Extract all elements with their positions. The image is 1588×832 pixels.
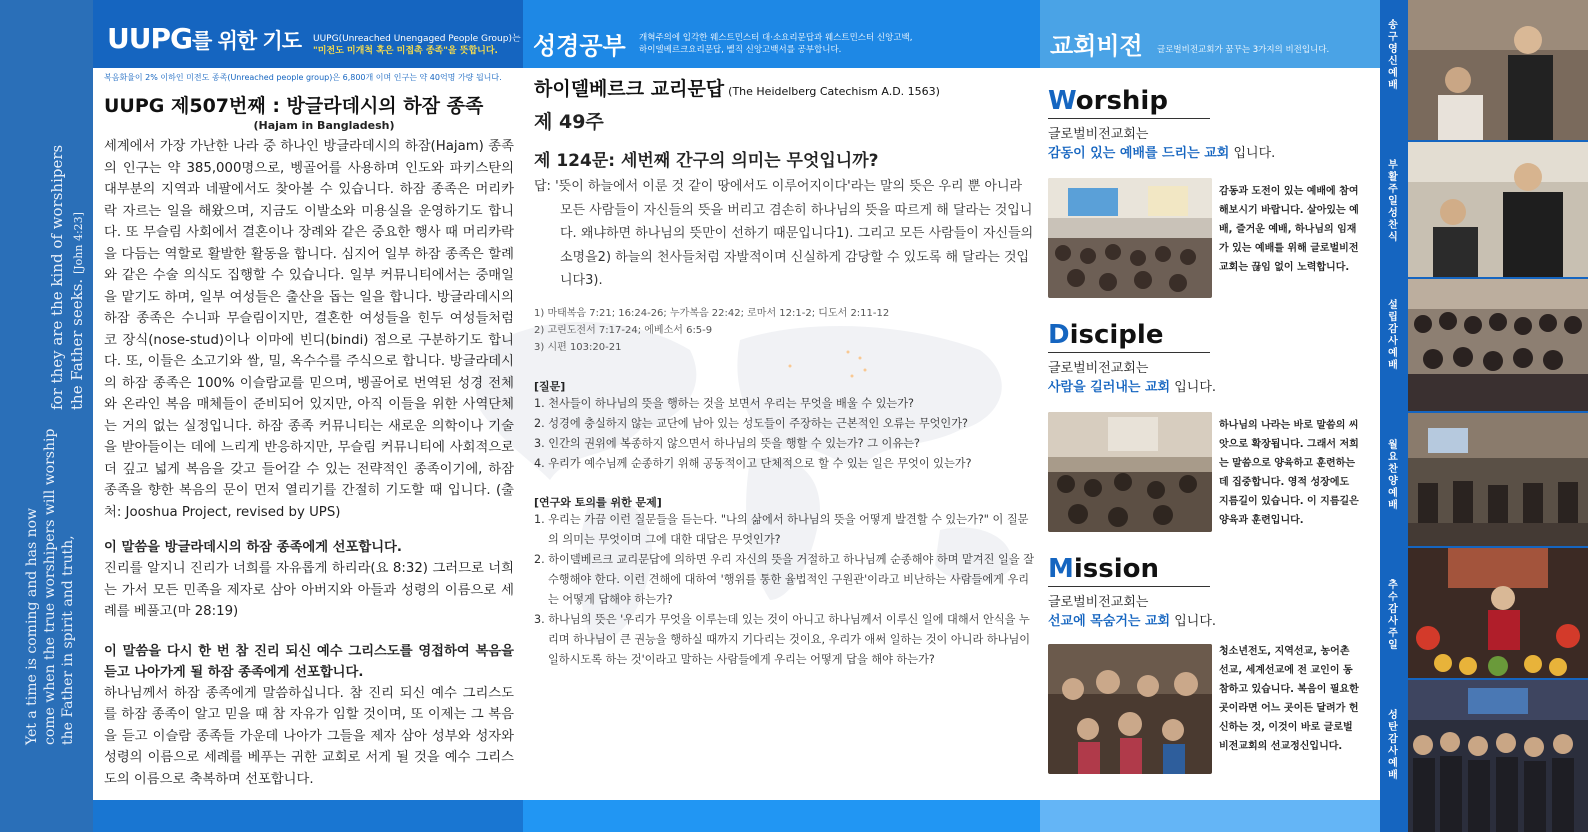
list-item: 3. 하나님의 뜻은 '우리가 무엇을 이루는데 있는 것이 아니고 하나님께서 이루신 일에 대해서 안식을 누리며 하나님이 큰 권능을 행하실 때까지 기다리는 것이요, 우리가 애써 일하는 것이 아니라 하나님이 일하시도록 하는 것'이라고 말하는 사람들에게 우리는 어떻게 답을 해야 하는가? bbox=[534, 612, 1031, 666]
list-item: 3. 인간의 권위에 복종하지 않으면서 하나님의 뜻을 행할 수 있는가? 그 이유는? bbox=[534, 436, 920, 450]
bible-header bbox=[523, 0, 1040, 68]
list-item: 1. 우리는 가끔 이런 질문들을 듣는다. "나의 삶에서 하나님의 뜻을 어떻게 발견할 수 있는가?" 이 질문의 의미는 무엇이며 그에 대한 대답은 무엇인가? bbox=[534, 512, 1029, 546]
vision-worship: Worship 글로벌비전교회는 감동이 있는 예배를 드리는 교회 입니다. 감동과 도전이 있는 예배에 참여해보시기 바랍니다. 살아있는 예배, 즐거운 예배, 하나님의 임재가 있는 예배를 위해 글로벌비전교회는 끊임 없이 노력합니다. bbox=[1048, 86, 1368, 161]
uupg-column bbox=[104, 70, 514, 790]
uupg-header-sub: UUPG(Unreached Unengaged People Group)는 "미전도 미개척 혹은 미접촉 종족"을 뜻합니다. bbox=[313, 34, 521, 56]
verse-line-2: come when the true worshipers will worship bbox=[42, 428, 58, 745]
worship-desc: 감동과 도전이 있는 예배에 참여해보시기 바랍니다. 살아있는 예배, 즐거운 예배, 하나님의 임재가 있는 예배를 위해 글로벌비전교회는 끊임 없이 노력합니다. bbox=[1219, 186, 1359, 273]
vision-title: Worship bbox=[1048, 86, 1168, 116]
uupg-notice: 복음화율이 2% 이하인 미전도 종족(Unreached people group)은 6,800개 이며 인구는 약 40억명 가량 됩니다. bbox=[104, 73, 502, 82]
uupg-header-title: UUPG를 위한 기도 bbox=[107, 22, 302, 55]
disciple-photo bbox=[1048, 412, 1212, 532]
bible-header-title: 성경공부 bbox=[533, 32, 626, 60]
catechism-title: 하이델베르크 교리문답 (The Heidelberg Catechism A.D. 1563) bbox=[534, 78, 940, 100]
bible-study-column bbox=[534, 74, 1034, 670]
catechism-notes: 1) 마태복음 7:21; 16:24-26; 누가복음 22:42; 로마서 12:1-2; 디도서 2:11-12 2) 고린도전서 7:17-24; 에베소서 6:5-9 3) 시편 103:20-21 bbox=[534, 307, 890, 353]
uupg-declaration2-head: 이 말씀을 다시 한 번 참 진리 되신 예수 그리스도를 영접하여 복음을 듣고 나아가게 될 하잠 종족에게 선포합니다. bbox=[104, 643, 514, 680]
vertical-verse bbox=[0, 0, 93, 832]
list-item: 4. 우리가 예수님께 순종하기 위해 공동적이고 단체적으로 할 수 있는 일은 무엇이 있는가? bbox=[534, 456, 972, 470]
vision-header-title: 교회비전 bbox=[1050, 32, 1143, 60]
uupg-declaration-body: 진리를 알지니 진리가 너희를 자유롭게 하리라(요 8:32) 그러므로 너희는 가서 모든 민족을 제자로 삼아 아버지와 아들과 성령의 이름으로 세례를 베풀고(마 28:19) bbox=[104, 561, 514, 619]
questions-list bbox=[534, 394, 1034, 474]
mission-desc: 청소년전도, 지역선교, 농어촌선교, 세계선교에 전 교인이 동참하고 있습니다. 복음이 필요한 곳이라면 어느 곳이든 달려가 헌신하는 것, 이것이 바로 글로벌비전교회의 선교정신입니다. bbox=[1219, 646, 1359, 752]
photo-new-year-service bbox=[1408, 0, 1588, 140]
catechism-answer: 답: '뜻이 하늘에서 이룬 것 같이 땅에서도 이루어지이다'라는 말의 뜻은 우리 뿐 아니라 모든 사람들이 자신들의 뜻을 버리고 겸손히 하나님의 뜻을 따르게 해 달라는 것입니다. 왜냐하면 하나님의 뜻만이 선하기 때문입니다1). 그리고 모든 사람들이 자신들의 소명을2) 하늘의 천사들처럼 자발적이며 신실하게 감당할 수 있도록 해 달라는 것입니다3). bbox=[534, 179, 1034, 288]
list-item: 2. 성경에 충실하지 않는 교단에 남아 있는 성도들이 주장하는 근본적인 오류는 무엇인가? bbox=[534, 416, 968, 430]
photo-christmas-service bbox=[1408, 680, 1588, 832]
photo-label: 부 활 주 일 성 찬 식 bbox=[1388, 160, 1398, 243]
discussion-list bbox=[534, 510, 1034, 670]
vision-title: Disciple bbox=[1048, 320, 1164, 350]
uupg-declaration-head: 이 말씀을 방글라데시의 하잠 종족에게 선포합니다. bbox=[104, 540, 402, 555]
verse-line-3: the Father in spirit and truth, bbox=[60, 535, 76, 745]
vision-mission: Mission 글로벌비전교회는 선교에 목숨거는 교회 입니다. 청소년전도, 지역선교, 농어촌선교, 세계선교에 전 교인이 동참하고 있습니다. 복음이 필요한 곳이라면 어느 곳이든 달려가 헌신하는 것, 이것이 바로 글로벌비전교회의 선교정신입니다. bbox=[1048, 554, 1368, 629]
vision-header bbox=[1040, 0, 1380, 68]
photo-harvest-thanksgiving bbox=[1408, 548, 1588, 678]
photo-easter-communion bbox=[1408, 142, 1588, 277]
photo-label: 송 구 영 신 예 배 bbox=[1388, 20, 1398, 91]
photo-label: 추 수 감 사 주 일 bbox=[1388, 580, 1398, 651]
mission-photo bbox=[1048, 644, 1212, 774]
uupg-body: 세계에서 가장 가난한 나라 중 하나인 방글라데시의 하잠(Hajam) 종족의 인구는 약 385,000명으로, 벵골어를 사용하며 인도와 파키스탄의 대부분의 지역과 네팔에서도 찾아볼 수 있습니다. 하잠 종족은 머리카락 자르는 일을 해왔으며, 지금도 이발소와 미용실을 운영하기도 합니다. 또 무슬림 사회에서 결혼이나 장례와 같은 중요한 행사 때 머리카락을 다듬는 역할로 활발한 활동을 합니다. 심지어 일부 하잠 종족은 할례와 같은 수술 의식도 집행할 수 있습니다. 일부 커뮤니티에서는 중매일을 맡기도 하며, 일부 여성들은 출산을 돕는 일을 합니다. 방글라데시의 하잠 종족은 수니파 무슬림이지만, 결혼한 여성들을 힌두 여성들처럼 코 장식(nose-stud)이나 이마에 빈디(bindi) 점으로 구분하기도 합니다. 또, 이들은 소고기와 쌀, 밀, 옥수수를 주식으로 합니다. 방글라데시의 하잠 종족은 100% 이슬람교를 믿으며, 벵골어로 번역된 성경 전체와 온라인 복음 매체들이 준비되어 있지만, 아직 이들을 위한 사역단체는 거의 없는 실정입니다. 하잠 종족 커뮤니티는 새로운 의학이나 기술을 받아들이는 데에 느리게 반응하지만, 무슬림 커뮤니티에 사회적으로 더 깊고 넓게 복음을 갖고 들어갈 수 있는 전략적인 종족이기에, 하잠 종족을 향한 복음의 문이 먼저 열리기를 간절히 기도할 때 입니다. (출처: Jooshua Project, revised by UPS) bbox=[104, 139, 514, 520]
discussion-head: [연구와 토의를 위한 문제] bbox=[534, 495, 662, 509]
worship-photo bbox=[1048, 178, 1212, 298]
photo-label: 월 요 찬 양 예 배 bbox=[1388, 440, 1398, 511]
catechism-question: 제 124문: 세번째 간구의 의미는 무엇입니까? bbox=[534, 151, 879, 171]
vision-disciple: Disciple 글로벌비전교회는 사람을 길러내는 교회 입니다. 하나님의 나라는 바로 말씀의 씨앗으로 확장됩니다. 그래서 저희는 말씀으로 양육하고 훈련하는데 집중합니다. 영적 성장에도 지름길이 있습니다. 이 지름길은 양육과 훈련입니다. bbox=[1048, 320, 1368, 395]
vision-header-sub: 글로벌비전교회가 꿈꾸는 3가지의 비전입니다. bbox=[1157, 45, 1330, 55]
bottom-bar-mid bbox=[523, 800, 1040, 832]
photo-founding-thanksgiving bbox=[1408, 279, 1588, 411]
list-item: 2. 하이델베르크 교리문답에 의하면 우리 자신의 뜻을 거절하고 하나님께 순종해야 하며 맡겨진 일을 잘 수행해야 한다. 이런 견해에 대하여 '행위를 통한 율법적인 구원관'이라고 비난하는 사람들에게 우리는 어떻게 답해야 하는가? bbox=[534, 552, 1034, 606]
uupg-header bbox=[93, 0, 523, 68]
questions-head: [질문] bbox=[534, 379, 566, 393]
photo-label: 설 립 감 사 예 배 bbox=[1388, 300, 1398, 371]
photo-label: 성 탄 감 사 예 배 bbox=[1388, 710, 1398, 781]
uupg-title: UUPG 제507번째 : 방글라데시의 하잠 종족 bbox=[104, 95, 484, 117]
verse-line-4: for they are the kind of worshipers bbox=[48, 144, 66, 410]
uupg-declaration2-body: 하나님께서 하잠 종족에게 말씀하십니다. 참 진리 되신 예수 그리스도를 하잠 종족이 알고 믿을 때 참 자유가 임할 것이며, 또 이제는 그 복음을 듣고 이슬람 종족들 가운데 나아가 그들을 제자 삼아 성부와 성자와 성령의 이름으로 세례를 베푸는 귀한 교회로 서게 될 것을 예수 그리스도의 이름으로 축복하며 선포합니다. bbox=[104, 685, 514, 787]
catechism-week: 제 49주 bbox=[534, 111, 604, 133]
photo-monday-praise bbox=[1408, 413, 1588, 546]
list-item: 1. 천사들이 하나님의 뜻을 행하는 것을 보면서 우리는 무엇을 배울 수 있는가? bbox=[534, 396, 914, 410]
bible-header-sub: 개혁주의에 입각한 웨스트민스터 대·소요리문답과 웨스트민스터 신앙고백, 하이델베르크요리문답, 벨직 신앙고백서를 공부합니다. bbox=[639, 33, 913, 55]
verse-line-5: the Father seeks. [John 4:23] bbox=[68, 212, 86, 410]
vision-title: Mission bbox=[1048, 554, 1160, 584]
verse-line-1: Yet a time is coming and has now bbox=[24, 507, 40, 745]
bottom-bar-right bbox=[1040, 800, 1380, 832]
disciple-desc: 하나님의 나라는 바로 말씀의 씨앗으로 확장됩니다. 그래서 저희는 말씀으로 양육하고 훈련하는데 집중합니다. 영적 성장에도 지름길이 있습니다. 이 지름길은 양육과 훈련입니다. bbox=[1219, 420, 1359, 526]
uupg-subtitle: (Hajam in Bangladesh) bbox=[253, 119, 395, 132]
